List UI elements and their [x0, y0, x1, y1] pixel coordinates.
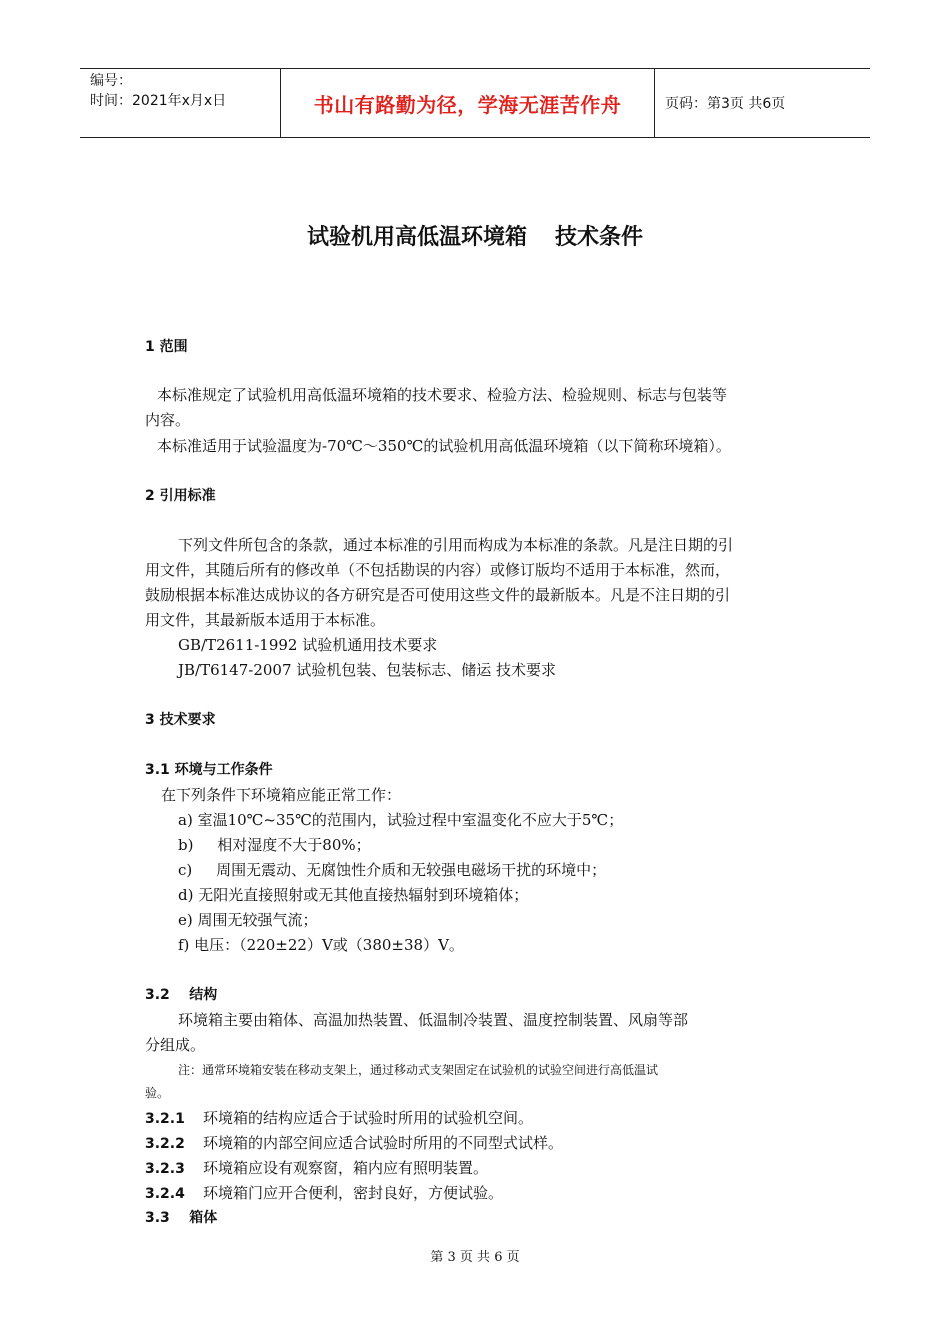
s32-paragraph-line-2: 分组成。: [145, 1036, 206, 1054]
condition-item-e: e) 周围无较强气流；: [178, 911, 318, 929]
page-footer: 第 3 页 共 6 页: [430, 1250, 520, 1265]
s2-paragraph-line-2: 用文件，其随后所有的修改单（不包括勘误的内容）或修订版均不适用于本标准，然而，: [145, 561, 731, 579]
subclause-3-2-2: [145, 1131, 810, 1157]
section-3-3-heading: 3.3 箱体: [145, 1210, 218, 1226]
title-part-b: 技术条件: [555, 225, 644, 250]
reference-gb-t2611: GB/T2611-1992 试验机通用技术要求: [178, 636, 438, 654]
subclause-3-2-3: [145, 1156, 810, 1182]
subclause-number: 3.2.1: [145, 1111, 185, 1127]
title-part-a: 试验机用高低温环境箱: [306, 225, 527, 250]
subclause-number: 3.2.3: [145, 1161, 185, 1177]
condition-item-d: d) 无阳光直接照射或无其他直接热辐射到环境箱体；: [178, 886, 529, 904]
subclause-number: 3.2.2: [145, 1136, 185, 1152]
subclause-3-2-1: [145, 1106, 810, 1132]
code-label: 编号：: [90, 73, 132, 89]
document-title: [0, 220, 950, 251]
s1-paragraph-1b: 内容。: [145, 411, 191, 429]
condition-item-c: c) 周围无震动、无腐蚀性介质和无较强电磁场干扰的环境中；: [178, 861, 607, 879]
section-3-heading: 3 技术要求: [145, 712, 216, 728]
section-3-2-heading: 3.2 结构: [145, 987, 218, 1003]
s32-note-line-1: 注：通常环境箱安装在移动支架上，通过移动式支架固定在试验机的试验空间进行高低温试: [178, 1063, 659, 1077]
s32-paragraph-line-1: 环境箱主要由箱体、高温加热装置、低温制冷装置、温度控制装置、风扇等部: [178, 1011, 689, 1029]
page-info: 页码：第3页 共6页: [665, 96, 786, 112]
condition-item-b: b) 相对湿度不大于80%；: [178, 836, 371, 854]
subclause-text: 环境箱的内部空间应适合试验时所用的不同型式试样。: [203, 1134, 564, 1152]
subclause-text: 环境箱应设有观察窗，箱内应有照明装置。: [203, 1159, 489, 1177]
s31-intro: 在下列条件下环境箱应能正常工作：: [161, 786, 402, 804]
section-1-heading: 1 范围: [145, 339, 188, 355]
header-table: [80, 68, 870, 138]
subclause-3-2-4: [145, 1181, 810, 1207]
motto: 书山有路勤为径，学海无涯苦作舟: [280, 69, 655, 137]
condition-item-f: f) 电压：（220±22）V或（380±38）V。: [178, 936, 464, 954]
section-2-heading: 2 引用标准: [145, 488, 216, 504]
s2-paragraph-line-3: 鼓励根据本标准达成协议的各方研究是否可使用这些文件的最新版本。凡是不注日期的引: [145, 586, 731, 604]
subclause-text: 环境箱门应开合便利，密封良好，方便试验。: [203, 1184, 504, 1202]
s2-paragraph-line-1: 下列文件所包含的条款，通过本标准的引用而构成为本标准的条款。凡是注日期的引: [178, 536, 734, 554]
section-3-1-heading: 3.1 环境与工作条件: [145, 762, 273, 778]
header-left-cell: [80, 69, 280, 137]
subclause-text: 环境箱的结构应适合于试验时所用的试验机空间。: [203, 1109, 534, 1127]
s1-paragraph-2: 本标准适用于试验温度为-70℃～350℃的试验机用高低温环境箱（以下简称环境箱）。: [157, 437, 731, 455]
date-label: 时间：2021年x月x日: [90, 93, 227, 109]
condition-item-a: a) 室温10℃~35℃的范围内，试验过程中室温变化不应大于5℃；: [178, 811, 624, 829]
reference-jb-t6147: JB/T6147-2007 试验机包装、包装标志、储运 技术要求: [178, 661, 557, 679]
s1-paragraph-1a: 本标准规定了试验机用高低温环境箱的技术要求、检验方法、检验规则、标志与包装等: [157, 386, 728, 404]
s2-paragraph-line-4: 用文件，其最新版本适用于本标准。: [145, 611, 386, 629]
subclause-number: 3.2.4: [145, 1186, 185, 1202]
s32-note-line-2: 验。: [145, 1086, 170, 1100]
